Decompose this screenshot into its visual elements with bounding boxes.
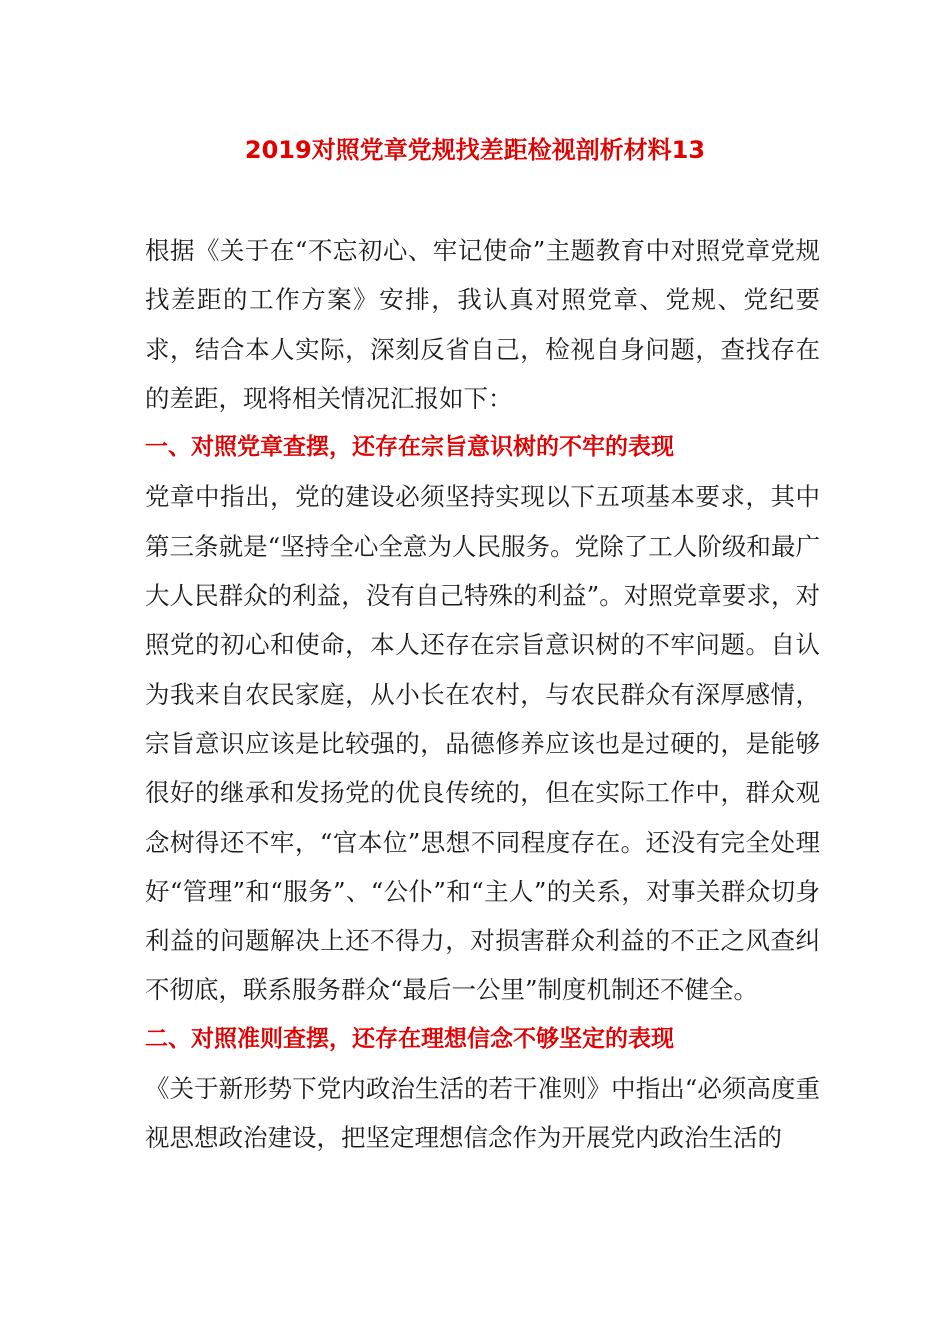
section-1-paragraph: 党章中指出，党的建设必须坚持实现以下五项基本要求，其中第三条就是“坚持全心全意为人民服务。党除了工人阶级和最广大人民群众的利益，没有自己特殊的利益”。对照党章要求，对照党的初心和使命，本人还存在宗旨意识树的不牢问题。自认为我来自农民家庭，从小长在农村，与农民群众有深厚感情，宗旨意识应该是比较强的，品德修养应该也是过硬的，是能够很好的继承和发扬党的优良传统的，但在实际工作中，群众观念树得还不牢，“官本位”思想不同程度存在。还没有完全处理好“管理”和“服务”、“公仆”和“主人”的关系，对事关群众切身利益的问题解决上还不得力，对损害群众利益的不正之风查纠不彻底，联系服务群众“最后一公里”制度机制还不健全。 bbox=[145, 482, 820, 1005]
section-2-paragraph: 《关于新形势下党内政治生活的若干准则》中指出“必须高度重视思想政治建设，把坚定理想信念作为开展党内政治生活的 bbox=[145, 1074, 820, 1153]
section-1-heading: 一、对照党章查摆，还存在宗旨意识树的不牢的表现 bbox=[145, 434, 674, 461]
document-title: 2019对照党章党规找差距检视剖析材料13 bbox=[244, 136, 706, 164]
document-body bbox=[145, 226, 820, 1163]
intro-paragraph: 根据《关于在“不忘初心、牢记使命”主题教育中对照党章党规找差距的工作方案》安排，我认真对照党章、党规、党纪要求，结合本人实际，深刻反省自己，检视自身问题，查找存在的差距，现将相关情况汇报如下： bbox=[145, 236, 820, 413]
section-2-heading: 二、对照准则查摆，还存在理想信念不够坚定的表现 bbox=[145, 1025, 674, 1052]
